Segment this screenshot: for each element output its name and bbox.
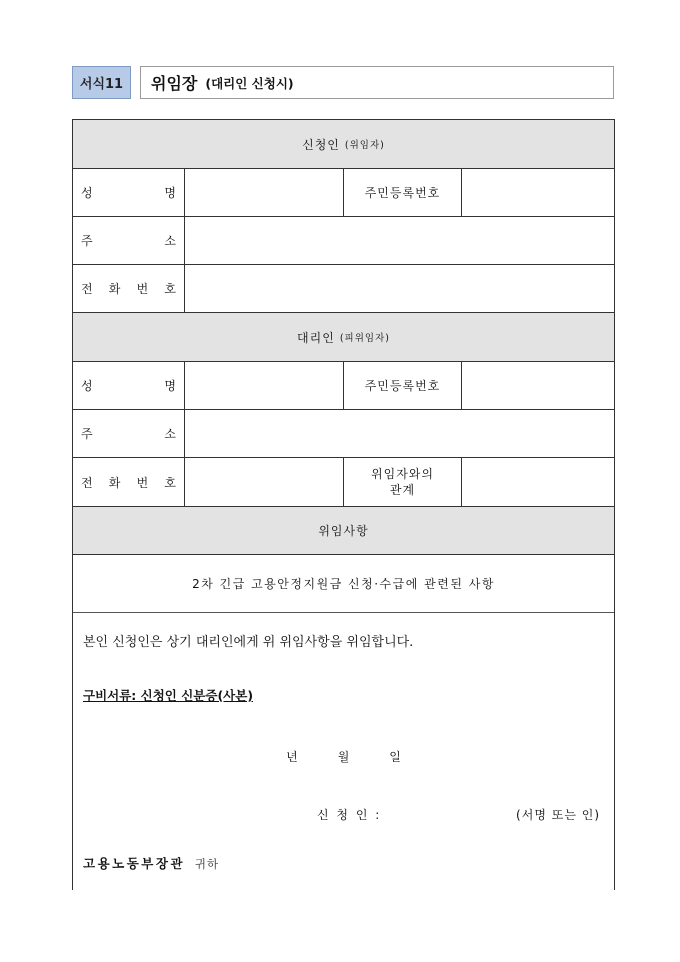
label-char: 주	[81, 234, 93, 248]
relation-label-line2: 관계	[389, 483, 416, 497]
applicant-section-title: 신청인	[302, 137, 340, 152]
label-char: 성	[81, 186, 93, 200]
applicant-phone-label	[73, 265, 184, 312]
signature-note: (서명 또는 인)	[516, 808, 600, 822]
applicant-phone-field[interactable]	[184, 265, 614, 312]
label-char: 명	[164, 186, 176, 200]
label-char: 주	[81, 427, 93, 441]
addressee: 고용노동부장관	[83, 856, 186, 871]
applicant-address-label	[73, 217, 184, 264]
applicant-phone-row	[73, 265, 614, 313]
date-line	[73, 748, 614, 765]
applicant-name-field[interactable]	[184, 169, 343, 216]
agent-id-field[interactable]	[461, 362, 614, 409]
applicant-section-note: (위임자)	[344, 140, 385, 151]
delegated-matter	[73, 555, 614, 613]
label-char: 전	[81, 475, 93, 490]
label-char: 화	[108, 475, 121, 490]
addressee-line	[83, 854, 219, 872]
agent-section-header	[73, 313, 614, 362]
year-label: 년	[286, 750, 298, 764]
agent-phone-label	[73, 458, 184, 506]
applicant-address-row	[73, 217, 614, 265]
label-char: 전	[81, 282, 93, 296]
agent-phone-field[interactable]	[184, 458, 343, 506]
month-label: 월	[337, 750, 350, 764]
agent-address-row	[73, 410, 614, 458]
delegated-matter-text: 2차 긴급 고용안정지원금 신청·수급에 관련된 사항	[192, 577, 495, 591]
label-char: 번	[136, 282, 149, 296]
title-box	[140, 66, 614, 99]
agent-address-label	[73, 410, 184, 457]
delegation-section-title: 위임사항	[318, 524, 369, 538]
agent-relation-field[interactable]	[461, 458, 614, 506]
label-char: 소	[164, 427, 176, 441]
applicant-name-label	[73, 169, 184, 216]
relation-label-line1: 위임자와의	[371, 467, 434, 481]
agent-relation-label	[343, 458, 461, 506]
delegation-statement: 본인 신청인은 상기 대리인에게 위 위임사항을 위임합니다.	[83, 635, 414, 650]
delegation-section-header	[73, 507, 614, 555]
label-char: 호	[164, 475, 176, 490]
applicant-id-label: 주민등록번호	[343, 169, 461, 216]
applicant-name-row	[73, 169, 614, 217]
label-char: 성	[81, 379, 93, 393]
agent-name-field[interactable]	[184, 362, 343, 409]
agent-address-field[interactable]	[184, 410, 614, 457]
required-documents: 구비서류: 신청인 신분증(사본)	[83, 688, 254, 703]
day-label: 일	[389, 750, 401, 764]
agent-section-title: 대리인	[297, 330, 335, 345]
agent-id-label: 주민등록번호	[343, 362, 461, 409]
label-char: 호	[164, 282, 176, 296]
page-title: 위임장	[151, 74, 198, 93]
agent-name-label	[73, 362, 184, 409]
label-char: 명	[164, 379, 176, 393]
applicant-section-header	[73, 120, 614, 169]
label-char: 화	[108, 282, 121, 296]
agent-section-note: (피위임자)	[339, 333, 390, 344]
delegation-form	[72, 119, 615, 890]
page-subtitle: (대리인 신청시)	[205, 75, 294, 91]
agent-name-row	[73, 362, 614, 410]
signer-label: 신 청 인 :	[317, 808, 382, 822]
applicant-id-field[interactable]	[461, 169, 614, 216]
honorific: 귀하	[194, 857, 220, 871]
agent-phone-row	[73, 458, 614, 507]
applicant-address-field[interactable]	[184, 217, 614, 264]
form-number-tag: 서식11	[72, 66, 131, 99]
label-char: 번	[136, 475, 149, 490]
label-char: 소	[164, 234, 176, 248]
